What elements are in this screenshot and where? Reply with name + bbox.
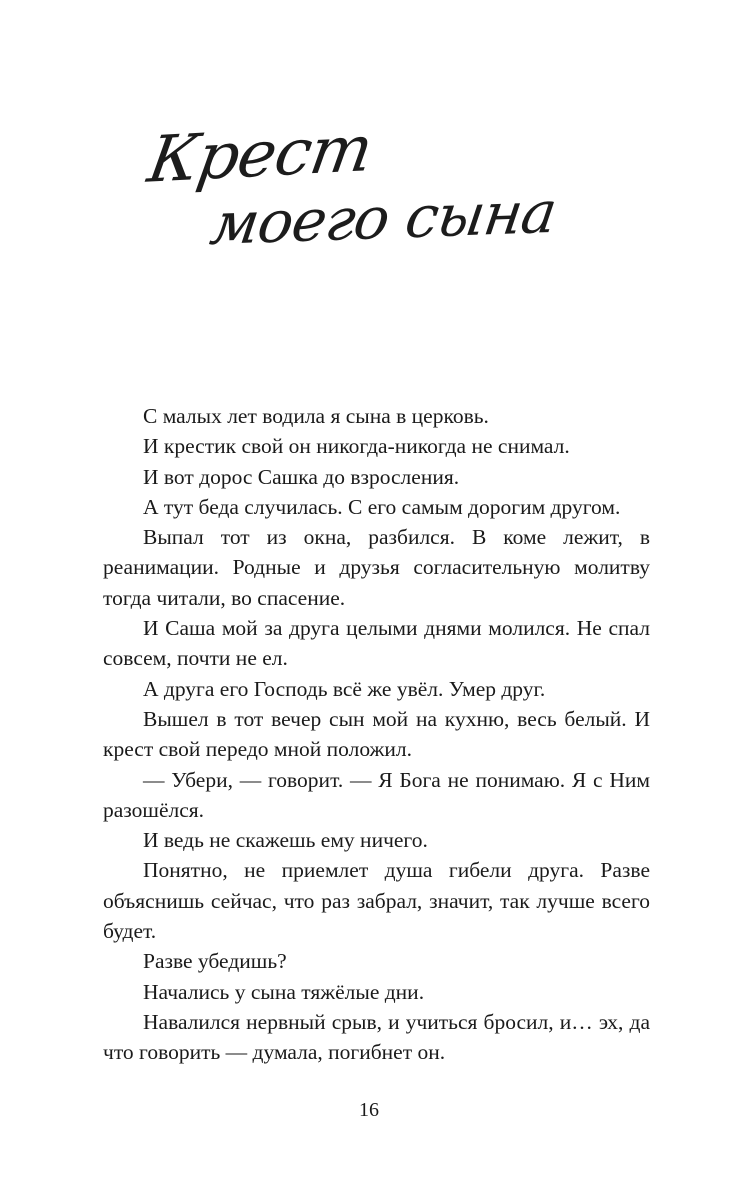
paragraph: Разве убедишь? [143,949,287,974]
paragraph: Навалился нервный срыв, и учиться бросил, и… эх, да что говорить — думала, погибнет он. [103,1009,650,1065]
body-text [103,401,650,1068]
chapter-title-line-2: моего сына [206,178,561,258]
paragraph: А тут беда случилась. С его самым дорогим другом. [143,494,621,519]
paragraph: Выпал тот из окна, разбился. В коме лежит, в реанимации. Родные и друзья согласительную молитву тогда читали, во спасение. [103,525,650,610]
paragraph: Понятно, не приемлет душа гибели друга. Разве объяснишь сейчас, что раз забрал, значит, так лучше всего будет. [103,858,650,944]
paragraph: — Убери, — говорит. — Я Бога не понимаю. Я с Ним разошёлся. [103,767,650,822]
paragraph: И крестик свой он никогда-никогда не снимал. [143,434,570,459]
paragraph: Вышел в тот вечер сын мой на кухню, весь белый. И крест свой передо мной положил. [103,706,650,762]
paragraph: Начались у сына тяжёлые дни. [143,979,425,1004]
paragraph: А друга его Господь всё же увёл. Умер друг. [143,676,546,701]
paragraph: И вот дорос Сашка до взросления. [143,464,460,489]
paragraph: И ведь не скажешь ему ничего. [143,828,428,853]
chapter-title-line-1: Крест [143,112,377,198]
page-number: 16 [359,1099,379,1121]
paragraph: С малых лет водила я сына в церковь. [143,404,489,428]
paragraph: И Саша мой за друга целыми днями молился. Не спал совсем, почти не ел. [103,616,650,671]
chapter-title [143,112,570,268]
